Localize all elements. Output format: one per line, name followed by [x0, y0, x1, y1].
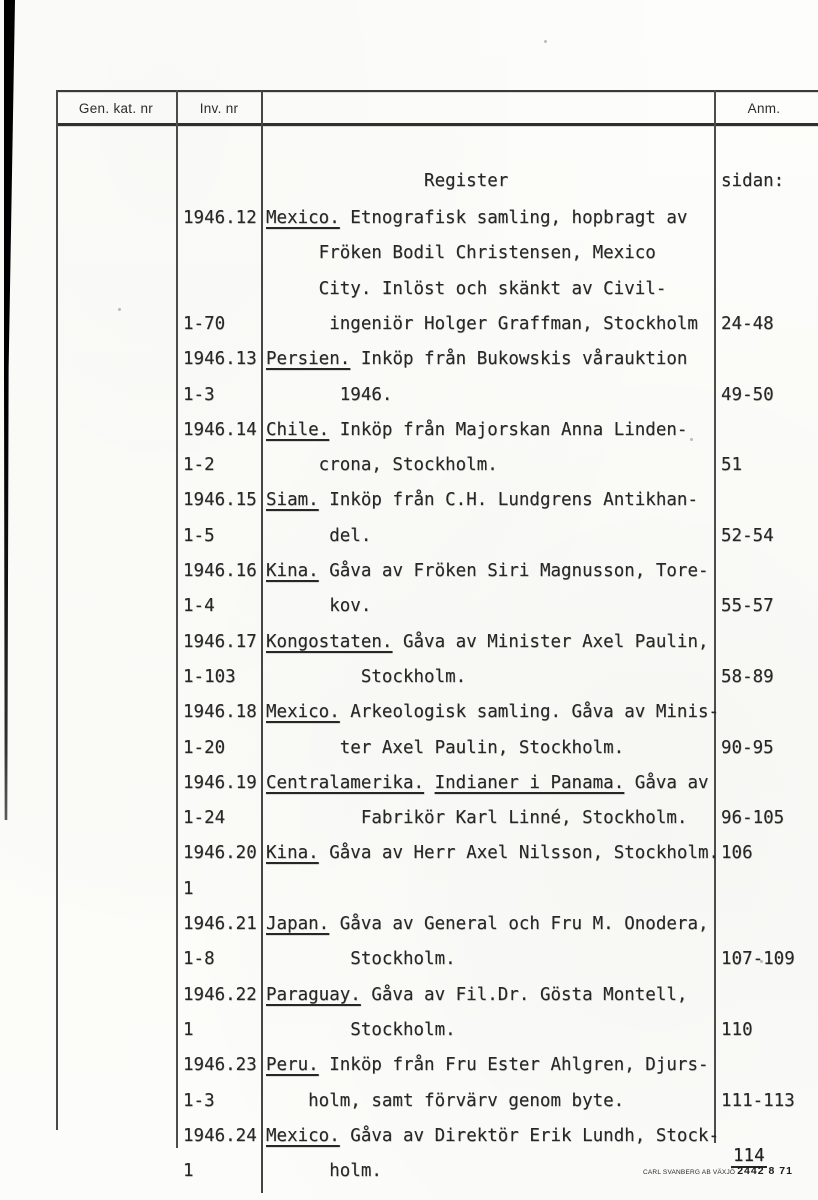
entry-text	[266, 525, 371, 547]
entry-text-segment: Kina.	[266, 561, 319, 581]
register-line	[0, 842, 818, 870]
entry-text	[266, 489, 698, 511]
entry-text-segment: Etnografisk samling, hopbragt av	[339, 208, 688, 228]
register-line	[0, 595, 818, 623]
entry-text-segment: Mexico.	[266, 208, 340, 228]
register-line	[0, 948, 818, 976]
entry-text-segment: Inköp från Fru Ester Ahlgren, Djurs-	[318, 1055, 709, 1075]
entry-text	[266, 1054, 709, 1076]
entry-text-segment: Persien.	[266, 349, 351, 369]
entry-text-segment: Gåva av Fröken Siri Magnusson, Tore-	[318, 561, 709, 581]
entry-text	[266, 278, 666, 300]
entry-text	[266, 807, 687, 829]
entry-text-segment: Gåva av	[624, 773, 709, 793]
anm-page-value: 52-54	[721, 526, 774, 546]
entry-text-segment: Peru.	[266, 1055, 319, 1075]
entry-text-segment: Stockholm.	[266, 667, 467, 687]
anm-page-value: 96-105	[721, 808, 785, 828]
entry-text	[266, 984, 687, 1006]
inv-nr-value: 1946.13	[183, 349, 257, 369]
entry-text	[266, 560, 709, 582]
register-line	[0, 701, 818, 729]
entry-text-segment: ingeniör Holger Graffman, Stockholm	[266, 314, 698, 334]
entry-text-segment: Inköp från Majorskan Anna Linden-	[329, 420, 688, 440]
inv-nr-value: 1946.18	[183, 702, 257, 722]
register-line	[0, 242, 818, 270]
entry-text-segment: Japan.	[266, 914, 330, 934]
register-line	[0, 384, 818, 412]
register-line	[0, 1019, 818, 1047]
inv-nr-value: 1946.17	[183, 632, 257, 652]
entry-text-segment: Kina.	[266, 843, 319, 863]
inv-nr-value: 1-24	[183, 808, 226, 828]
entry-text-segment: kov.	[266, 596, 372, 616]
entry-text	[266, 348, 687, 370]
column-header-inv-nr: Inv. nr	[199, 101, 239, 116]
entry-text-segment: Chile.	[266, 420, 330, 440]
anm-page-value: 107-109	[721, 949, 795, 969]
register-line	[0, 984, 818, 1012]
inv-nr-value: 1946.23	[183, 1055, 257, 1075]
register-line	[0, 913, 818, 941]
entry-text-segment: Gåva av Fil.Dr. Gösta Montell,	[360, 985, 688, 1005]
entry-text	[266, 913, 709, 935]
inv-nr-value: 1-5	[183, 526, 215, 546]
entry-text-segment: Paraguay.	[266, 985, 361, 1005]
entry-text-segment: Gåva av General och Fru M. Onodera,	[329, 914, 709, 934]
register-line	[0, 170, 818, 198]
entry-text-segment: Stockholm.	[266, 949, 456, 969]
inv-nr-value: 1	[183, 1161, 194, 1181]
inv-nr-value: 1946.24	[183, 1126, 257, 1146]
entry-text-segment: Mexico.	[266, 702, 340, 722]
entry-text-segment: crona, Stockholm.	[266, 455, 498, 475]
entry-text	[266, 1019, 456, 1041]
anm-page-value: 55-57	[721, 596, 774, 616]
entry-text	[266, 242, 656, 264]
entry-text	[266, 1125, 719, 1147]
column-header-anm: Anm.	[747, 101, 781, 116]
entry-text	[266, 419, 687, 441]
inv-nr-value: 1	[183, 879, 194, 899]
entry-text	[266, 842, 719, 864]
anm-page-value: 58-89	[721, 667, 774, 687]
register-line	[0, 207, 818, 235]
register-line	[0, 772, 818, 800]
entry-text-segment: del.	[266, 526, 372, 546]
anm-page-value: 111-113	[721, 1091, 795, 1111]
register-line	[0, 278, 818, 306]
anm-page-value: 106	[721, 843, 753, 863]
entry-text-segment: Fabrikör Karl Linné, Stockholm.	[266, 808, 688, 828]
entry-text-segment: Stockholm.	[266, 1020, 456, 1040]
register-line	[0, 454, 818, 482]
entry-text-segment	[424, 773, 435, 793]
anm-page-value: 49-50	[721, 385, 774, 405]
entry-text-segment: holm, samt förvärv genom byte.	[266, 1091, 625, 1111]
entry-text-segment: Arkeologisk samling. Gåva av Minis-	[339, 702, 720, 722]
entry-text	[266, 595, 371, 617]
entry-text-segment: Centralamerika.	[266, 773, 425, 793]
entry-text-segment: Gåva av Minister Axel Paulin,	[392, 632, 709, 652]
inv-nr-value: 1-8	[183, 949, 215, 969]
register-line	[0, 878, 818, 906]
entry-text	[266, 948, 456, 970]
entry-text-segment: holm.	[266, 1161, 382, 1181]
register-line	[0, 666, 818, 694]
inv-nr-value: 1-70	[183, 314, 226, 334]
register-line	[0, 560, 818, 588]
register-line	[0, 525, 818, 553]
entry-text	[266, 1160, 382, 1182]
anm-page-value: 110	[721, 1020, 753, 1040]
entry-text	[266, 384, 392, 406]
anm-page-value: 24-48	[721, 314, 774, 334]
register-line	[0, 313, 818, 341]
inv-nr-value: 1946.21	[183, 914, 257, 934]
inv-nr-value: 1-2	[183, 455, 215, 475]
inv-nr-value: 1-20	[183, 738, 226, 758]
entry-text	[266, 454, 498, 476]
register-line	[0, 631, 818, 659]
inv-nr-value: 1	[183, 1020, 194, 1040]
inv-nr-value: 1946.12	[183, 208, 257, 228]
register-line	[0, 419, 818, 447]
entry-text-segment: Indianer i Panama.	[434, 773, 625, 793]
inv-nr-value: 1946.14	[183, 420, 257, 440]
entry-text	[266, 631, 709, 653]
entry-text	[266, 737, 624, 759]
entry-text-segment: Inköp från C.H. Lundgrens Antikhan-	[318, 490, 698, 510]
entry-text-segment: Siam.	[266, 490, 319, 510]
register-line	[0, 737, 818, 765]
entry-text-segment: Kongostaten.	[266, 632, 393, 652]
entry-text	[266, 313, 698, 335]
printer-mark-code: 2442 8 71	[737, 1165, 793, 1177]
register-line	[0, 1054, 818, 1082]
inv-nr-value: 1946.16	[183, 561, 257, 581]
entry-text-segment: Mexico.	[266, 1126, 340, 1146]
sheet-page-number: 114	[733, 1146, 765, 1166]
inv-nr-value: 1-4	[183, 596, 215, 616]
inv-nr-value: 1-3	[183, 385, 215, 405]
register-line	[0, 1125, 818, 1153]
entry-text-segment: 1946.	[266, 385, 393, 405]
inv-nr-value: 1-3	[183, 1091, 215, 1111]
anm-page-value: sidan:	[721, 171, 785, 191]
printer-mark	[643, 1165, 793, 1177]
entry-text	[266, 666, 466, 688]
printer-mark-name: CARL SVANBERG AB VÄXJÖ	[643, 1169, 736, 1176]
register-line	[0, 489, 818, 517]
entry-text-segment: Inköp från Bukowskis vårauktion	[350, 349, 688, 369]
register-line	[0, 1090, 818, 1118]
inv-nr-value: 1946.20	[183, 843, 257, 863]
entry-text	[266, 701, 719, 723]
entry-text	[266, 772, 709, 794]
column-header-gen-kat-nr: Gen. kat. nr	[78, 101, 154, 116]
register-line	[0, 348, 818, 376]
entry-text-segment: Gåva av Direktör Erik Lundh, Stock-	[339, 1126, 720, 1146]
entry-text	[266, 1090, 624, 1112]
entry-text-segment: Gåva av Herr Axel Nilsson, Stockholm.	[318, 843, 720, 863]
entry-text-segment: ter Axel Paulin, Stockholm.	[266, 738, 625, 758]
register-line	[0, 807, 818, 835]
entry-text-segment: Fröken Bodil Christensen, Mexico	[266, 243, 656, 263]
inv-nr-value: 1-103	[183, 667, 236, 687]
entry-text-segment: City. Inlöst och skänkt av Civil-	[266, 279, 667, 299]
anm-page-value: 51	[721, 455, 743, 475]
entry-text	[266, 207, 687, 229]
entry-text	[266, 170, 508, 192]
inv-nr-value: 1946.22	[183, 985, 257, 1005]
inv-nr-value: 1946.19	[183, 773, 257, 793]
anm-page-value: 90-95	[721, 738, 774, 758]
entry-text-segment: Register	[266, 171, 509, 191]
inv-nr-value: 1946.15	[183, 490, 257, 510]
